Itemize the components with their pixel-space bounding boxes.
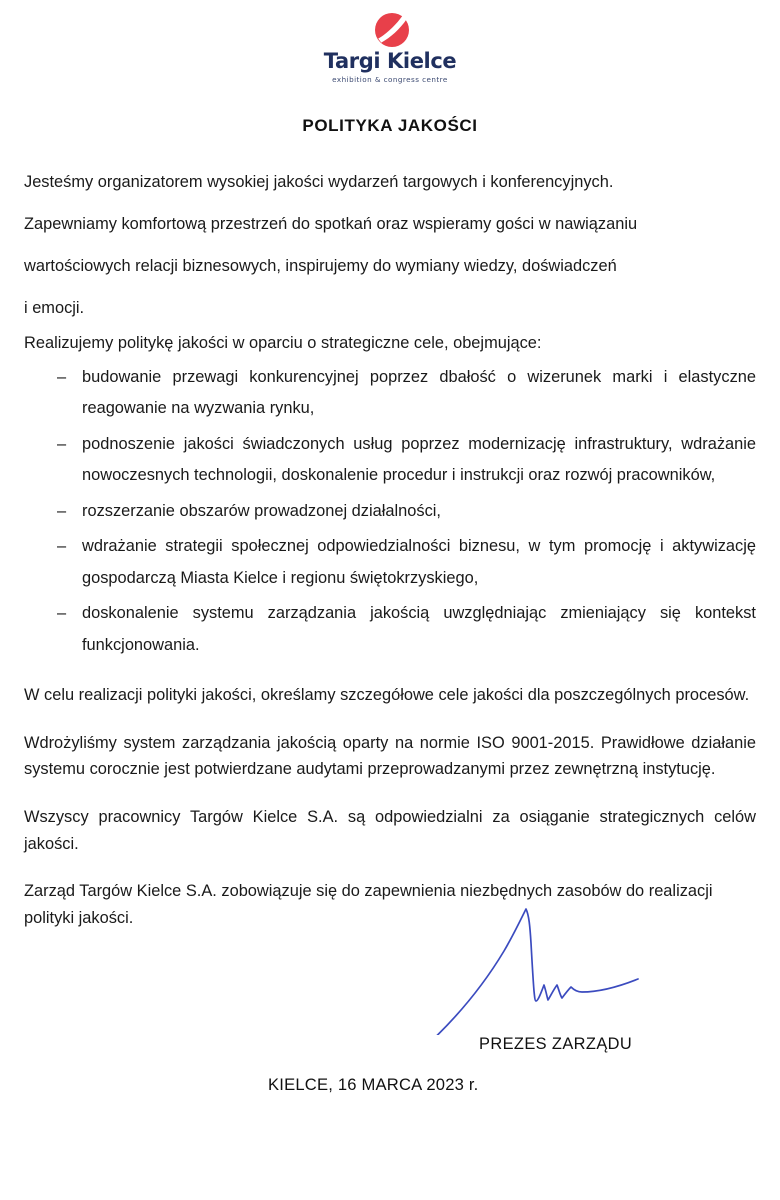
bullet-dash-icon: –: [57, 434, 67, 453]
list-item: [24, 429, 756, 492]
closing-paragraph: Wdrożyliśmy system zarządzania jakością oparty na normie ISO 9001-2015. Prawidłowe działanie systemu corocznie jest potwierdzane audytami przeprowadzanymi przez zewnętrzną instytucję.: [24, 733, 756, 779]
list-item-text: rozszerzanie obszarów prowadzonej działalności,: [82, 501, 441, 520]
closing-block-3: [24, 804, 756, 857]
quality-goals-list: [24, 362, 756, 662]
targi-kielce-sphere-icon: [371, 10, 413, 50]
list-item: [24, 598, 756, 661]
closing-block-4: [24, 878, 756, 931]
lead-paragraph-block: [24, 162, 756, 329]
closing-block-2: [24, 730, 756, 783]
bullet-dash-icon: –: [57, 501, 67, 520]
page-title: POLITYKA JAKOŚCI: [302, 116, 478, 136]
logo-tagline: exhibition & congress centre: [332, 75, 448, 84]
place-and-date: KIELCE, 16 MARCA 2023 r.: [268, 1075, 479, 1095]
bullet-dash-icon: –: [57, 537, 67, 556]
closing-paragraph: W celu realizacji polityki jakości, określamy szczegółowe cele jakości dla poszczególnych procesów.: [24, 686, 750, 705]
closing-paragraph: Zarząd Targów Kielce S.A. zobowiązuje się do zapewnienia niezbędnych zasobów do realizacji polityki jakości.: [24, 882, 713, 927]
list-item: [24, 496, 756, 528]
list-item: [24, 362, 756, 425]
lead-line: Jesteśmy organizatorem wysokiej jakości wydarzeń targowych i konferencyjnych.: [24, 173, 614, 192]
list-item-text: doskonalenie systemu zarządzania jakością uwzględniając zmieniający się kontekst funkcjonowania.: [82, 604, 756, 654]
closing-paragraph: Wszyscy pracownicy Targów Kielce S.A. są odpowiedzialni za osiąganie strategicznych celów jakości.: [24, 808, 756, 853]
list-item-text: budowanie przewagi konkurencyjnej poprzez dbałość o wizerunek marki i elastyczne reagowanie na wyzwania rynku,: [82, 367, 756, 418]
lead-line: wartościowych relacji biznesowych, inspirujemy do wymiany wiedzy, doświadczeń: [24, 256, 617, 275]
lead-line: Zapewniamy komfortową przestrzeń do spotkań oraz wspieramy gości w nawiązaniu: [24, 215, 638, 234]
list-item-text: wdrażanie strategii społecznej odpowiedzialności biznesu, w tym promocję i aktywizację gospodarczą Miasta Kielce i regionu świętokrzyskiego,: [82, 537, 756, 587]
goals-intro: Realizujemy politykę jakości w oparciu o strategiczne cele, obejmujące:: [24, 333, 542, 352]
logo-wordmark: Targi Kielce: [323, 49, 457, 73]
signer-title: PREZES ZARZĄDU: [479, 1035, 633, 1054]
bullet-dash-icon: –: [57, 604, 67, 623]
document-body: [22, 162, 758, 1095]
bullet-dash-icon: –: [57, 367, 67, 386]
closing-block-1: [24, 682, 756, 709]
signature-area: [24, 937, 756, 1095]
list-item: [24, 531, 756, 594]
list-item-text: podnoszenie jakości świadczonych usług poprzez modernizację infrastruktury, wdrażanie nowoczesnych technologii, doskonalenie procedur i instrukcji oraz rozwój pracowników,: [82, 434, 756, 485]
company-logo: [22, 0, 758, 83]
lead-line: i emocji.: [24, 298, 85, 317]
